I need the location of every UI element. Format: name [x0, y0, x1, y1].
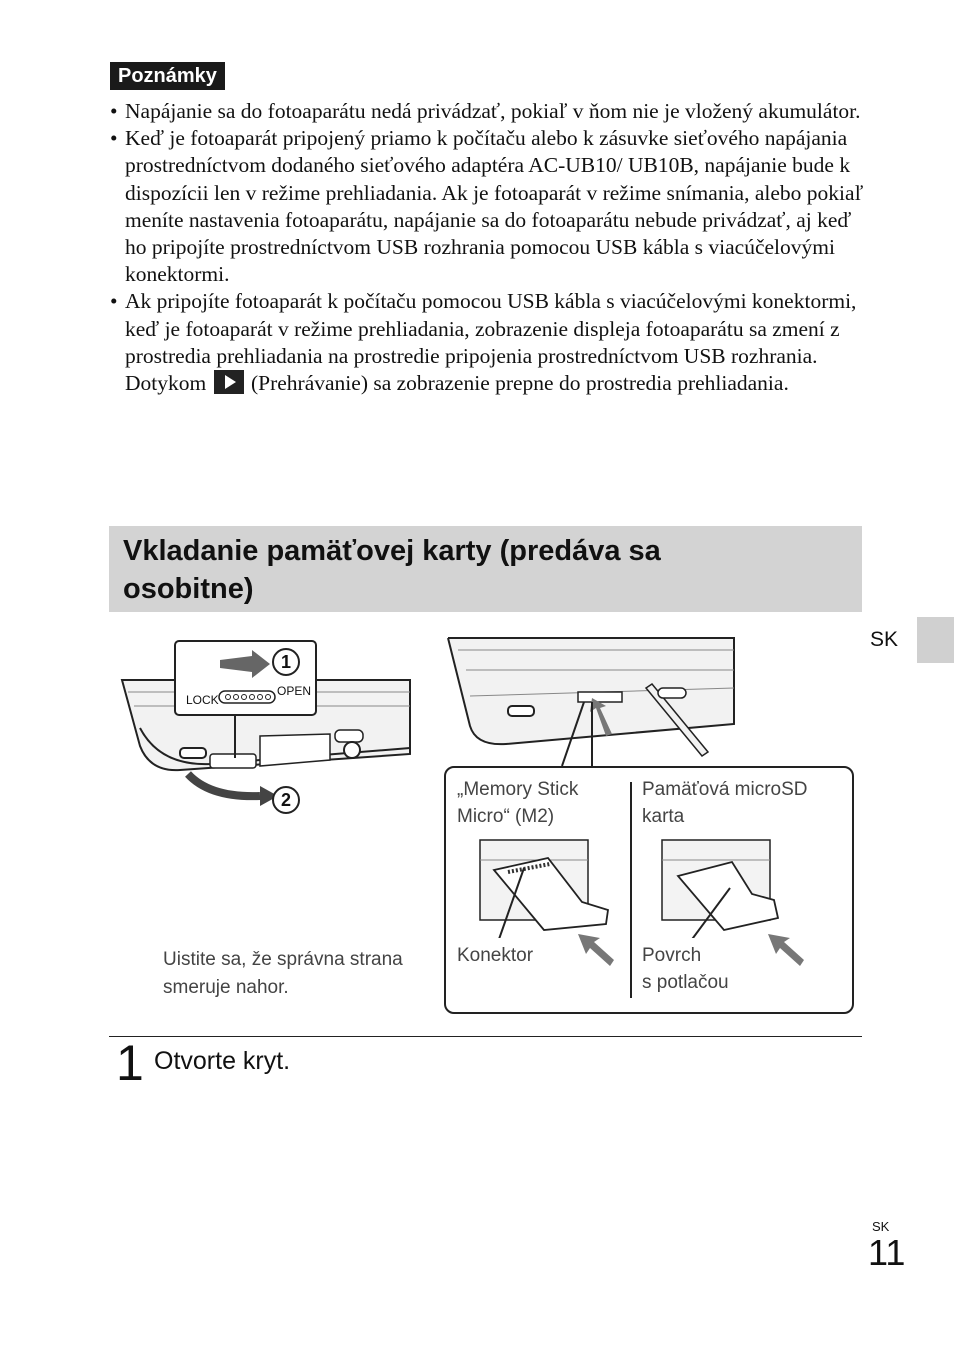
memory-stick-card-illustration [478, 838, 618, 938]
microsd-card-illustration [660, 838, 800, 938]
memory-stick-label-line2: Micro“ (M2) [457, 806, 555, 827]
memory-stick-label [457, 776, 578, 830]
language-label: SK [870, 628, 899, 651]
card-orientation-panel [444, 766, 854, 1014]
microsd-label-line1: Pamäťová microSD [642, 779, 808, 800]
insert-arrow-icon [766, 934, 806, 968]
connector-label: Konektor [457, 945, 534, 966]
step-marker-2: 2 [272, 786, 300, 814]
note-text-after-icon: (Prehrávanie) sa zobrazenie prepne do prostredia prehliadania. [250, 371, 789, 396]
notes-badge: Poznámky [110, 62, 225, 90]
list-item: • Keď je fotoaparát pripojený priamo k počítaču alebo k zásuvke sieťového napájania prostredníctvom dodaného sieťového adaptéra AC-UB10/ UB10B, napájanie bude k dispozícii len v režime prehliadania. Ak je fotoaparát v režime snímania, alebo pokiaľ meníte nastavenia fotoaparátu, napájanie sa do fotoaparátu nebude privádzať, aj keď ho pripojíte prostredníctvom USB rozhrania pomocou USB kábla s viacúčelovými konektormi. [110, 125, 870, 288]
step-divider [109, 1036, 862, 1037]
slide-arrow-icon [220, 650, 270, 678]
insert-arrow-icon [576, 934, 616, 968]
printed-surface-label [642, 942, 729, 996]
list-item: • Napájanie sa do fotoaparátu nedá privádzať, pokiaľ v ňom nie je vložený akumulátor. [110, 98, 870, 125]
orientation-caption: Uistite sa, že správna strana smeruje nahor. [163, 949, 403, 998]
step-marker-1: 1 [272, 648, 300, 676]
lock-label: LOCK [186, 693, 219, 707]
list-item [110, 288, 870, 397]
panel-divider [630, 782, 632, 998]
section-title-line2: osobitne) [123, 573, 254, 605]
section-title-line1: Vkladanie pamäťovej karty (predáva sa [123, 535, 661, 567]
microsd-label-line2: karta [642, 806, 685, 827]
memory-stick-label-line1: „Memory Stick [457, 779, 579, 800]
notes-list [110, 98, 870, 397]
page-number: 11 [868, 1232, 906, 1273]
open-label: OPEN [277, 684, 312, 698]
microsd-label [642, 776, 808, 830]
printed-surface-line1: Povrch [642, 945, 702, 966]
step-instruction: Otvorte kryt. [154, 1047, 291, 1075]
printed-surface-line2: s potlačou [642, 972, 729, 993]
camera-card-slot-illustration [446, 636, 736, 766]
lock-slider [218, 688, 276, 706]
language-tab [917, 617, 954, 663]
note-text-before-icon: Ak pripojíte fotoaparát k počítaču pomocou USB kábla s viacúčelovými konektormi, keď je fotoaparát v režime prehliadania, zobrazenie displeja fotoaparátu sa zmení z prostredia prehliadania na prostredie pripojenia prostredníctvom USB rozhrania. Dotykom [125, 289, 857, 396]
step-number: 1 [116, 1035, 144, 1091]
section-title [109, 526, 862, 612]
play-icon [214, 370, 244, 394]
page-language: SK [872, 1219, 890, 1234]
